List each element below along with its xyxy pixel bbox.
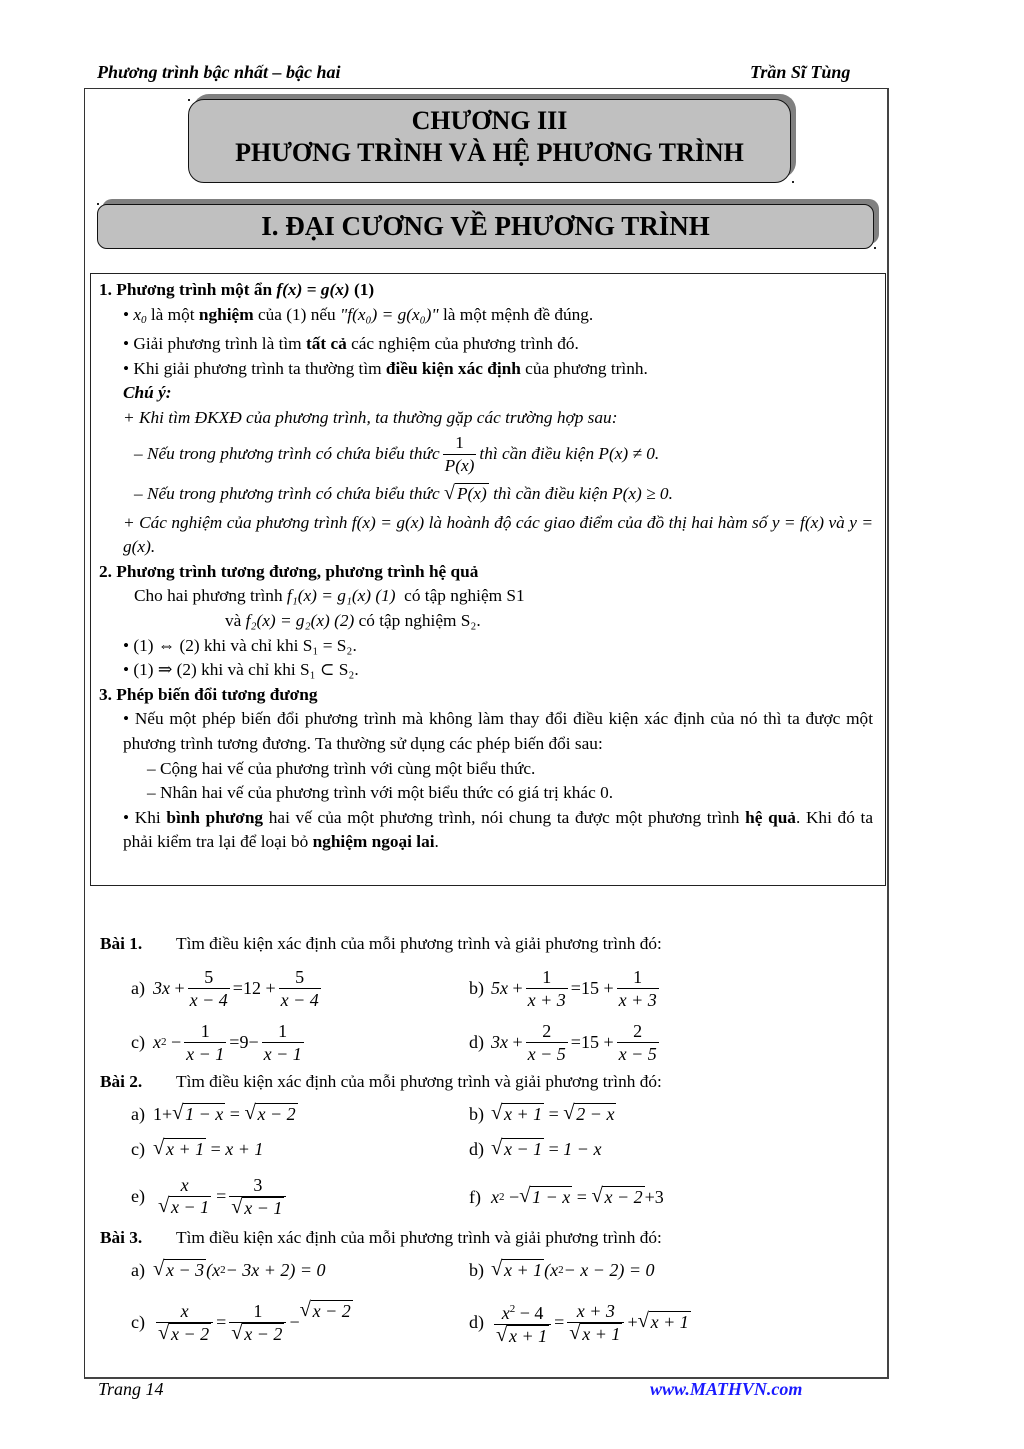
exercise-1c: c) x 2 − $\frac{1}{x - 1}$ = 9 − $\frac{1}{x - 1}$ bbox=[131, 1020, 302, 1064]
corner-dot bbox=[792, 181, 794, 183]
theory-s1-bullet-3: • Khi giải phương trình ta thường tìm điều kiện xác định của phương trình. bbox=[123, 358, 648, 378]
fraction: $\frac{1}{P(x)}$ bbox=[444, 433, 475, 476]
theory-s3-dash-1: – Cộng hai vế của phương trình với cùng một biểu thức. bbox=[147, 758, 536, 778]
corner-dot bbox=[97, 203, 99, 205]
running-header-author: Trần Sĩ Tùng bbox=[750, 62, 851, 82]
note-case-sqrt: – Nếu trong phương trình có chứa biểu thức √ P(x) thì cần điều kiện P(x) ≥ 0. bbox=[99, 479, 877, 511]
exercise-3-heading: Bài 3. Tìm điều kiện xác định của mỗi phương trình và giải phương trình đó: bbox=[100, 1228, 662, 1247]
exercise-2f: f) x 2 − √ 1 − x = √ x − 2 + 3 bbox=[469, 1183, 664, 1211]
exercise-3c: c) x √ x − 2 = 1 √ x − 2 − √ x − 2 bbox=[131, 1294, 353, 1350]
theory-s1-heading: 1. Phương trình một ẩn f(x) = g(x) (1) bbox=[99, 280, 375, 299]
note-label: Chú ý: bbox=[123, 383, 172, 403]
exercise-3d: d) $x^2 - 4$ √ x + 1 = x + 3 √ x + 1 + √ x + 1 bbox=[469, 1294, 691, 1350]
theory-s1-bullet-2: • Giải phương trình là tìm tất cả các nghiệm của phương trình đó. bbox=[123, 334, 579, 354]
theory-s2-bullet-2: • (1) ⇒ (2) khi và chỉ khi S₁ ⊂ S₂. bbox=[123, 660, 359, 680]
theory-s3-heading: 3. Phép biến đổi tương đương bbox=[99, 684, 318, 704]
exercise-1a: a) 3x + $\frac{5}{x - 4}$ = 12 + $\frac{5}{x - 4}$ bbox=[131, 966, 319, 1010]
exercise-1d: d) 3x + $\frac{2}{x - 5}$ = 15 + $\frac{2}{x - 5}$ bbox=[469, 1020, 657, 1064]
exercise-2c: c) √ x + 1 = x + 1 bbox=[131, 1135, 263, 1163]
corner-dot bbox=[874, 247, 876, 249]
exercise-2d: d) √ x − 1 = 1 − x bbox=[469, 1135, 601, 1163]
exercise-2b: b) √ x + 1 = √ 2 − x bbox=[469, 1100, 616, 1128]
corner-dot bbox=[188, 99, 190, 101]
exercise-3a: a) √ x − 3 (x 2 − 3x + 2) = 0 bbox=[131, 1256, 326, 1284]
website-link[interactable]: www.MATHVN.com bbox=[650, 1379, 803, 1399]
theory-s3-bullet-2: • Khi bình phương hai vế của một phương trình, nói chung ta được một phương trình hệ quả. Khi đó ta phải kiểm tra lại để loại bỏ nghiệm ngoại lai. bbox=[123, 807, 873, 852]
page-number: Trang 14 bbox=[98, 1379, 164, 1399]
exercise-2e: e) x √ x − 1 = 3 √ x − 1 bbox=[131, 1168, 289, 1224]
section-title: I. ĐẠI CƯƠNG VỀ PHƯƠNG TRÌNH bbox=[261, 211, 710, 241]
theory-s2-line-2: và f₂(x) = g₂(x) (2) có tập nghiệm S₂. bbox=[225, 610, 481, 630]
theory-s2-heading: 2. Phương trình tương đương, phương trình hệ quả bbox=[99, 561, 479, 581]
note-graph: + Các nghiệm của phương trình f(x) = g(x) là hoành độ các giao điểm của đồ thị hai hàm số y = f(x) và y = g(x). bbox=[123, 512, 873, 557]
running-header-title: Phương trình bậc nhất – bậc hai bbox=[97, 62, 341, 82]
chapter-banner bbox=[188, 99, 791, 183]
exercise-2a: a) 1 + √ 1 − x = √ x − 2 bbox=[131, 1100, 298, 1128]
theory-s3-dash-2: – Nhân hai vế của phương trình với một biểu thức có giá trị khác 0. bbox=[147, 783, 614, 803]
note-case-fraction: – Nếu trong phương trình có chứa biểu thức $\frac{1}{P(x)}$ thì cần điều kiện P(x) ≠ 0. bbox=[134, 433, 660, 476]
theory-s1-bullet-1: • $x_0$ là một nghiệm của (1) nếu "f(x₀) = g(x₀)" là một mệnh đề đúng. bbox=[123, 304, 594, 326]
theory-s2-bullet-1: • (1) ⇔ (2) khi và chỉ khi S₁ = S₂. bbox=[123, 635, 357, 655]
exercise-1-heading: Bài 1. Tìm điều kiện xác định của mỗi phương trình và giải phương trình đó: bbox=[100, 934, 662, 953]
chapter-number: CHƯƠNG III bbox=[411, 106, 568, 135]
chapter-title: PHƯƠNG TRÌNH VÀ HỆ PHƯƠNG TRÌNH bbox=[235, 138, 744, 167]
exercise-1b: b) 5x + $\frac{1}{x + 3}$ = 15 + $\frac{1}{x + 3}$ bbox=[469, 966, 657, 1010]
note-intro: + Khi tìm ĐKXĐ của phương trình, ta thường gặp các trường hợp sau: bbox=[123, 407, 618, 427]
exercise-3b: b) √ x + 1 (x 2 − x − 2) = 0 bbox=[469, 1256, 655, 1284]
theory-s3-bullet-1: • Nếu một phép biến đổi phương trình mà không làm thay đổi điều kiện xác định của nó thì ta được một phương trình tương đương. Ta thường sử dụng các phép biến đổi sau: bbox=[123, 709, 873, 753]
exercise-2-heading: Bài 2. Tìm điều kiện xác định của mỗi phương trình và giải phương trình đó: bbox=[100, 1072, 662, 1091]
sqrt: √ P(x) bbox=[444, 482, 489, 507]
theory-s2-line-1: Cho hai phương trình f₁(x) = g₁(x) (1) có tập nghiệm S1 bbox=[134, 586, 525, 606]
section-banner bbox=[97, 204, 874, 249]
theory-box bbox=[90, 273, 886, 886]
